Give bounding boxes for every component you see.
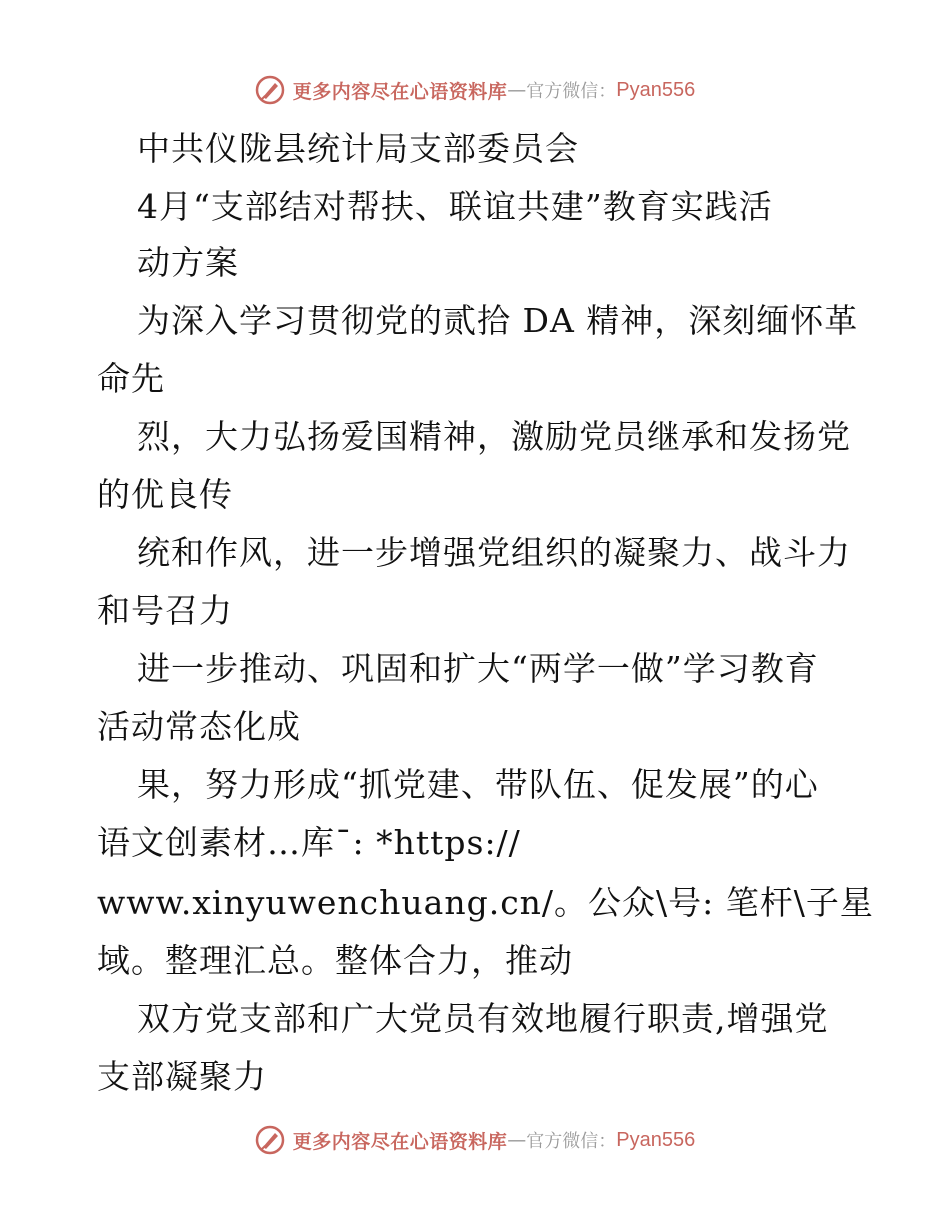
- text-line: 烈，大力弘扬爱国精神，激励党员继承和发扬党: [137, 417, 851, 456]
- banner-wechat-label: 官方微信：: [526, 1131, 617, 1152]
- text-line: 为深入学习贯彻党的贰拾 DA 精神，深刻缅怀革: [137, 301, 859, 340]
- text-line: 域。整理汇总。整体合力，推动: [97, 941, 573, 980]
- text-line: 进一步推动、巩固和扩大“两学一做”学习教育: [137, 649, 819, 688]
- banner-wechat-id: Pyan556: [616, 1128, 696, 1151]
- text-line: 双方党支部和广大党员有效地履行职责,增强党: [137, 999, 829, 1038]
- text-line: 4月“支部结对帮扶、联谊共建”教育实践活: [137, 187, 773, 226]
- banner-wechat-id: Pyan556: [616, 78, 696, 101]
- footer-banner: [0, 1120, 950, 1160]
- quill-seal-icon: [255, 75, 285, 105]
- banner-separator: —: [507, 79, 527, 101]
- text-line: 统和作风，进一步增强党组织的凝聚力、战斗力: [137, 533, 851, 572]
- banner-separator: —: [507, 1129, 527, 1151]
- header-banner: [0, 70, 950, 110]
- text-line: www.xinyuwenchuang.cn/。公众\号: 笔杆\子星: [97, 883, 874, 922]
- quill-seal-icon: [255, 1125, 285, 1155]
- text-line: 语文创素材…库¯: *https://: [97, 823, 521, 862]
- text-line: 活动常态化成: [97, 707, 301, 746]
- text-line: 中共仪陇县统计局支部委员会: [137, 129, 579, 168]
- banner-wechat-label: 官方微信：: [526, 81, 617, 102]
- text-line: 和号召力: [97, 591, 233, 630]
- text-line: 支部凝聚力: [97, 1057, 267, 1096]
- text-line: 动方案: [137, 243, 239, 282]
- banner-text: 更多内容尽在心语资料库: [292, 1130, 508, 1153]
- text-line: 的优良传: [97, 475, 233, 514]
- text-line: 果，努力形成“抓党建、带队伍、促发展”的心: [137, 765, 819, 804]
- banner-text: 更多内容尽在心语资料库: [292, 80, 508, 103]
- text-line: 命先: [97, 359, 165, 398]
